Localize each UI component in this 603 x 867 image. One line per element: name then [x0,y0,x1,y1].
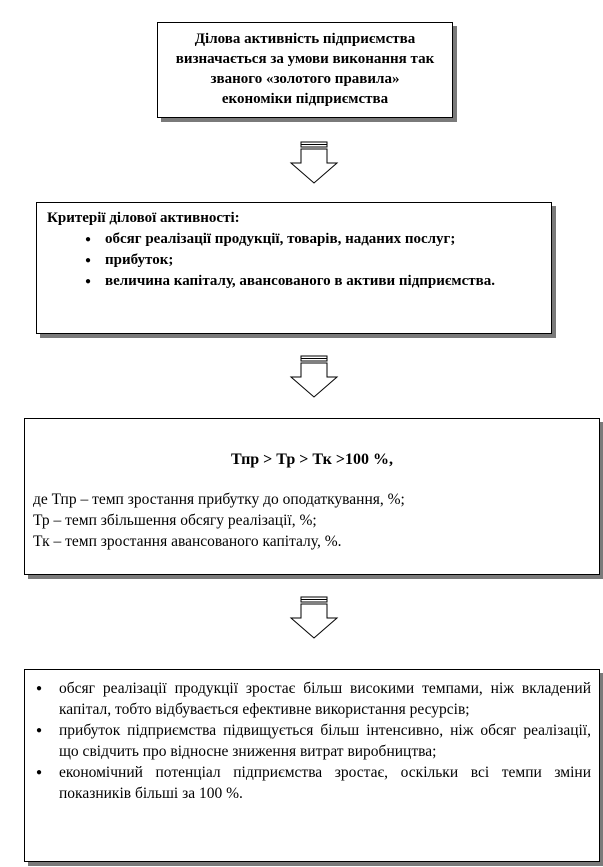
criteria-box [36,202,552,334]
formula: Тпр > Тр > Тк >100 %, [231,451,393,468]
legend-line: Тр – темп збільшення обсягу реалізації, %; [33,512,317,529]
formula-box [24,418,600,575]
down-arrow-icon [289,355,339,399]
legend-line: де Тпр – темп зростання прибутку до оподаткування, %; [33,491,405,508]
list-item: ● величина капіталу, авансованого в активи підприємства. [47,271,541,292]
down-arrow-icon [289,596,339,640]
criteria-list [47,229,541,292]
legend-line: Тк – темп зростання авансованого капіталу, %. [33,533,342,550]
criteria-title: Критерії ділової активності: [47,210,240,226]
golden-rule-box [157,22,453,118]
golden-rule-line-3: званого «золотого правила» [210,71,400,87]
list-item: ● прибуток; [47,250,541,271]
golden-rule-line-2: визначається за умови виконання так [175,51,435,67]
down-arrow-icon [289,141,339,185]
list-item: ● обсяг реалізації продукції зростає більш високими темпами, ніж вкладений капітал, тобто відбувається ефективне використання ресурсів; [25,678,591,720]
golden-rule-line-4: економіки підприємства [221,91,389,107]
conclusions-list [25,678,591,804]
list-item: ● обсяг реалізації продукції, товарів, наданих послуг; [47,229,541,250]
list-item: ● прибуток підприємства підвищується більш інтенсивно, ніж обсяг реалізації, що свідчить про відносне зниження витрат виробництва; [25,720,591,762]
golden-rule-line-1: Ділова активність підприємства [194,31,416,47]
conclusions-box [24,669,600,862]
list-item: ● економічний потенціал підприємства зростає, оскільки всі темпи зміни показників більші за 100 %. [25,762,591,804]
